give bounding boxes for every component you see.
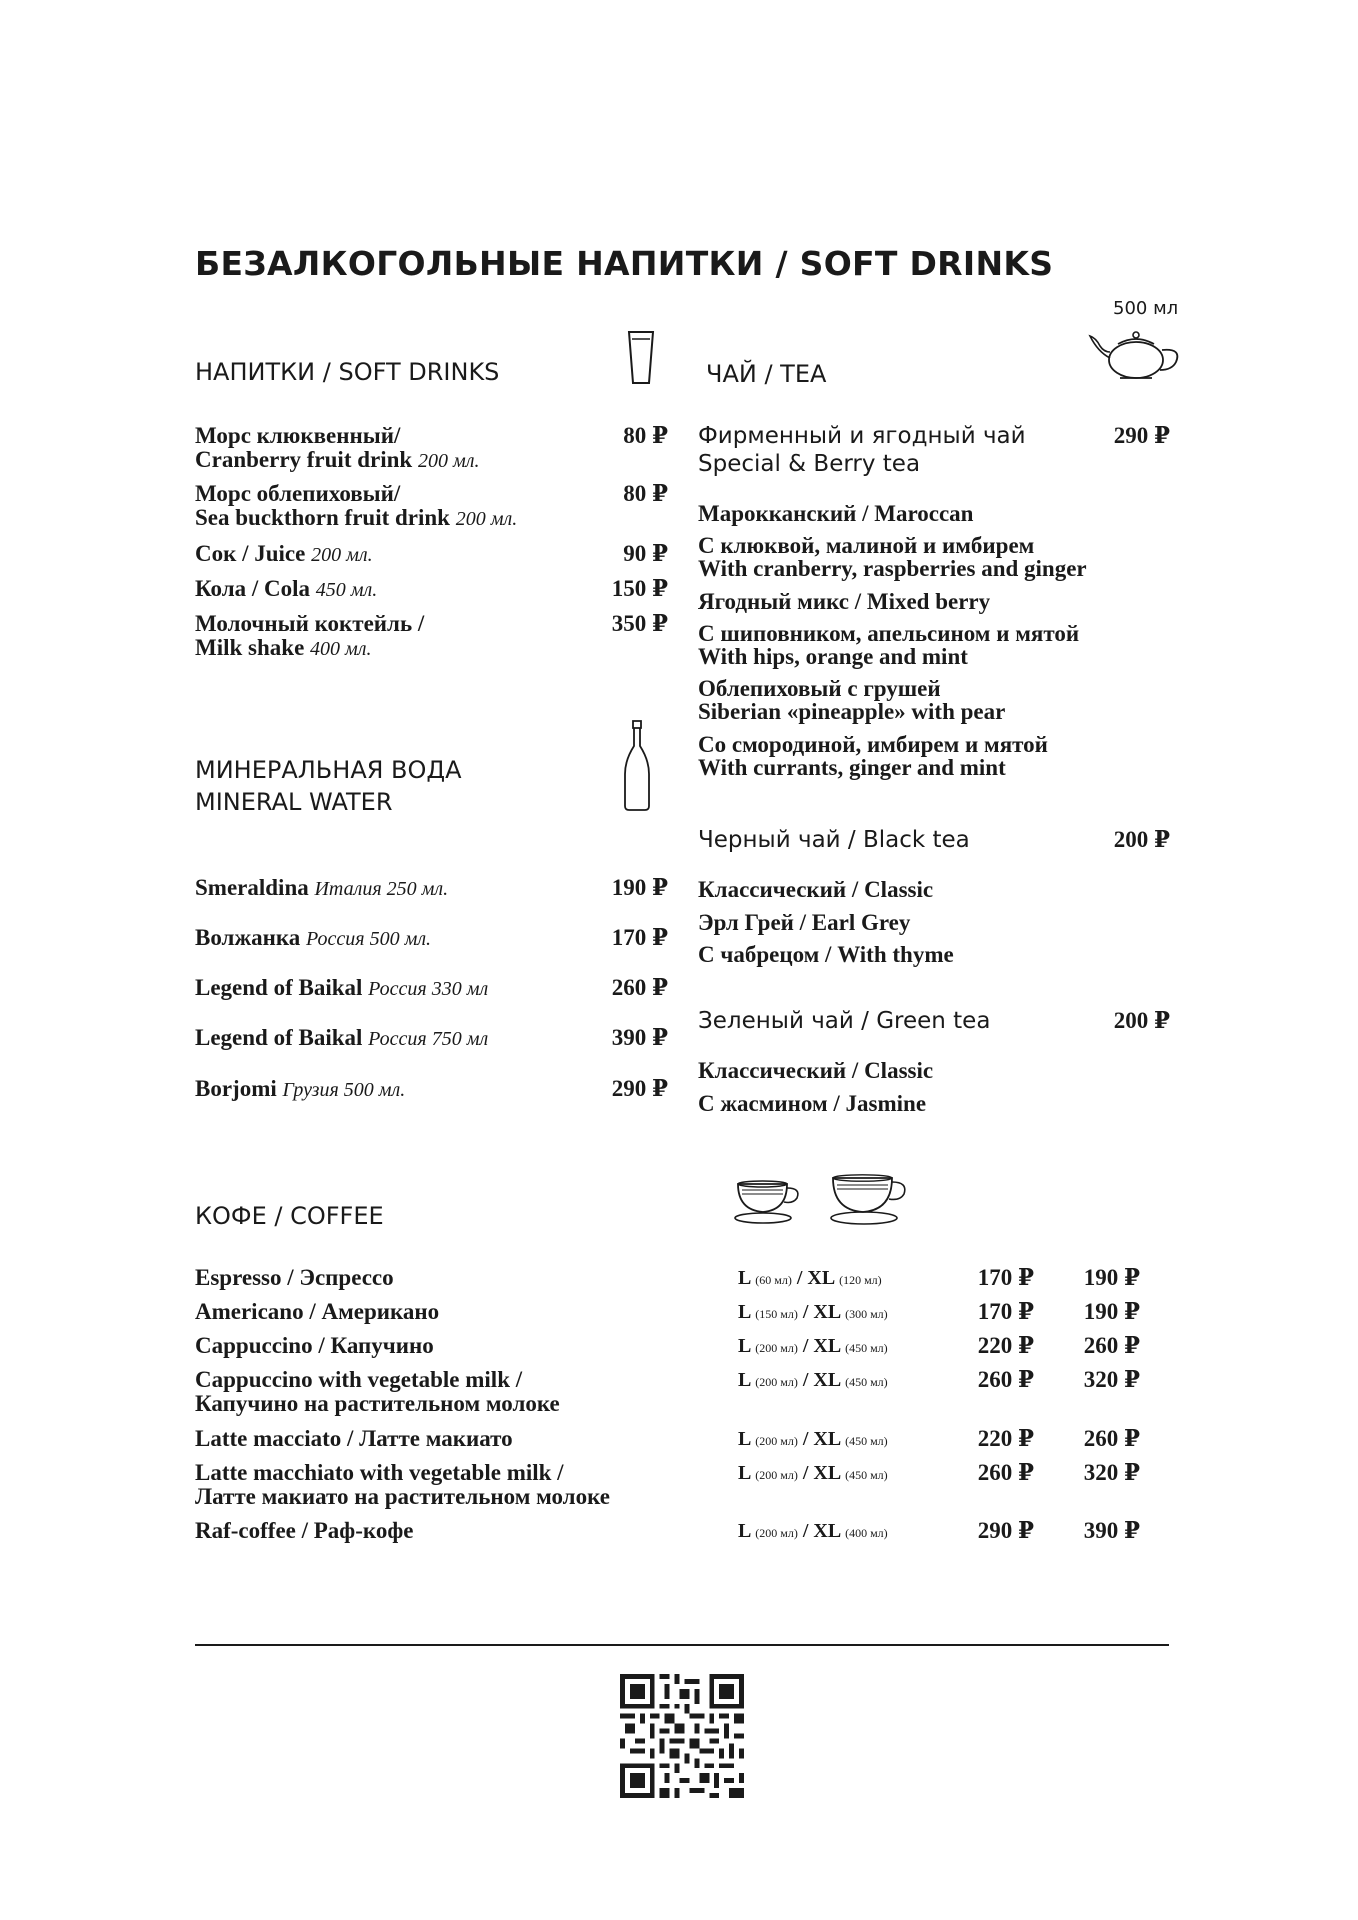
coffee-size: L (200 мл) / XL (450 мл) bbox=[738, 1335, 888, 1357]
coffee-heading: КОФЕ / COFFEE bbox=[195, 1202, 384, 1230]
green-tea-price: 200 ₽ bbox=[1113, 1008, 1170, 1033]
coffee-price-l: 220 ₽ bbox=[977, 1426, 1034, 1451]
coffee-price-xl: 390 ₽ bbox=[1083, 1518, 1140, 1543]
bottle-icon bbox=[622, 720, 652, 812]
tea-item: С жасмином / Jasmine bbox=[698, 1091, 927, 1116]
tea-item: С чабрецом / With thyme bbox=[698, 942, 954, 967]
soft-drink-item: Сок / Juice 200 мл. bbox=[195, 541, 373, 566]
coffee-price-l: 170 ₽ bbox=[977, 1299, 1034, 1324]
coffee-price-l: 170 ₽ bbox=[977, 1265, 1034, 1290]
mineral-water-item: Legend of Baikal Россия 750 мл bbox=[195, 1025, 489, 1050]
coffee-size: L (200 мл) / XL (450 мл) bbox=[738, 1369, 888, 1391]
coffee-size: L (200 мл) / XL (450 мл) bbox=[738, 1462, 888, 1484]
coffee-price-l: 260 ₽ bbox=[977, 1367, 1034, 1392]
soft-drink-item: Морс клюквенный/ Cranberry fruit drink 200 мл. bbox=[195, 423, 480, 472]
tea-item: With hips, orange and mint bbox=[698, 644, 968, 669]
soft-drink-item: Молочный коктейль / Milk shake 400 мл. bbox=[195, 611, 425, 660]
tea-item: Классический / Classic bbox=[698, 1058, 934, 1083]
soft-drink-price: 90 ₽ bbox=[623, 541, 668, 566]
tea-heading: ЧАЙ / TEA bbox=[706, 360, 827, 388]
green-tea-title: Зеленый чай / Green tea bbox=[698, 1008, 991, 1034]
large-cup-icon bbox=[830, 1174, 912, 1228]
mineral-water-heading: МИНЕРАЛЬНАЯ ВОДА MINERAL WATER bbox=[195, 756, 462, 816]
black-tea-price: 200 ₽ bbox=[1113, 827, 1170, 852]
soft-drinks-heading: НАПИТКИ / SOFT DRINKS bbox=[195, 358, 500, 386]
mineral-water-price: 170 ₽ bbox=[611, 925, 668, 950]
coffee-price-xl: 320 ₽ bbox=[1083, 1460, 1140, 1485]
coffee-price-l: 290 ₽ bbox=[977, 1518, 1034, 1543]
mineral-water-item: Legend of Baikal Россия 330 мл bbox=[195, 975, 489, 1000]
coffee-size: L (200 мл) / XL (400 мл) bbox=[738, 1520, 888, 1542]
tea-item: Со смородиной, имбирем и мятой bbox=[698, 732, 1048, 757]
tea-item: С шиповником, апельсином и мятой bbox=[698, 621, 1080, 646]
soft-drink-item: Кола / Cola 450 мл. bbox=[195, 576, 378, 601]
coffee-price-l: 220 ₽ bbox=[977, 1333, 1034, 1358]
tea-item: Ягодный микс / Mixed berry bbox=[698, 589, 991, 614]
tea-item: С клюквой, малиной и имбирем bbox=[698, 533, 1035, 558]
tea-signature-price: 290 ₽ bbox=[1113, 423, 1170, 448]
coffee-item: Americano / Американо bbox=[195, 1299, 440, 1324]
soft-drink-price: 80 ₽ bbox=[623, 423, 668, 448]
tea-item: With cranberry, raspberries and ginger bbox=[698, 556, 1087, 581]
mineral-water-price: 290 ₽ bbox=[611, 1076, 668, 1101]
mineral-water-price: 190 ₽ bbox=[611, 875, 668, 900]
coffee-item: Cappuccino with vegetable milk / Капучино на растительном молоке bbox=[195, 1367, 560, 1416]
mineral-water-item: Волжанка Россия 500 мл. bbox=[195, 925, 432, 950]
soft-drink-item: Морс облепиховый/ Sea buckthorn fruit drink 200 мл. bbox=[195, 481, 518, 530]
mineral-water-price: 390 ₽ bbox=[611, 1025, 668, 1050]
glass-icon bbox=[628, 330, 654, 386]
coffee-price-l: 260 ₽ bbox=[977, 1460, 1034, 1485]
coffee-item: Latte macciato / Латте макиато bbox=[195, 1426, 513, 1451]
coffee-size: L (150 мл) / XL (300 мл) bbox=[738, 1301, 888, 1323]
tea-item: Облепиховый с грушей bbox=[698, 676, 941, 701]
coffee-price-xl: 320 ₽ bbox=[1083, 1367, 1140, 1392]
coffee-size: L (200 мл) / XL (450 мл) bbox=[738, 1428, 888, 1450]
divider bbox=[195, 1644, 1169, 1646]
coffee-price-xl: 260 ₽ bbox=[1083, 1426, 1140, 1451]
small-cup-icon bbox=[735, 1180, 805, 1228]
teapot-volume: 500 мл bbox=[1113, 298, 1179, 319]
mineral-water-item: Smeraldina Италия 250 мл. bbox=[195, 875, 449, 900]
coffee-item: Cappuccino / Капучино bbox=[195, 1333, 434, 1358]
coffee-item: Espresso / Эспрессо bbox=[195, 1265, 394, 1290]
mineral-water-price: 260 ₽ bbox=[611, 975, 668, 1000]
black-tea-title: Черный чай / Black tea bbox=[698, 827, 970, 853]
page-title: БЕЗАЛКОГОЛЬНЫЕ НАПИТКИ / SOFT DRINKS bbox=[195, 244, 1054, 283]
coffee-size: L (60 мл) / XL (120 мл) bbox=[738, 1267, 882, 1289]
mineral-water-item: Borjomi Грузия 500 мл. bbox=[195, 1076, 406, 1101]
teapot-icon bbox=[1088, 326, 1184, 382]
coffee-item: Raf-coffee / Раф-кофе bbox=[195, 1518, 414, 1543]
coffee-price-xl: 260 ₽ bbox=[1083, 1333, 1140, 1358]
tea-item: Марокканский / Maroccan bbox=[698, 501, 974, 526]
tea-item: With currants, ginger and mint bbox=[698, 755, 1006, 780]
qr-code-icon[interactable] bbox=[620, 1674, 744, 1798]
soft-drink-price: 80 ₽ bbox=[623, 481, 668, 506]
soft-drink-price: 150 ₽ bbox=[611, 576, 668, 601]
tea-signature-title: Фирменный и ягодный чай Special & Berry tea bbox=[698, 423, 1026, 477]
soft-drink-price: 350 ₽ bbox=[611, 611, 668, 636]
tea-item: Эрл Грей / Earl Grey bbox=[698, 910, 911, 935]
tea-item: Классический / Classic bbox=[698, 877, 934, 902]
coffee-price-xl: 190 ₽ bbox=[1083, 1265, 1140, 1290]
tea-item: Siberian «pineapple» with pear bbox=[698, 699, 1006, 724]
coffee-price-xl: 190 ₽ bbox=[1083, 1299, 1140, 1324]
coffee-item: Latte macchiato with vegetable milk / Латте макиато на растительном молоке bbox=[195, 1460, 610, 1509]
